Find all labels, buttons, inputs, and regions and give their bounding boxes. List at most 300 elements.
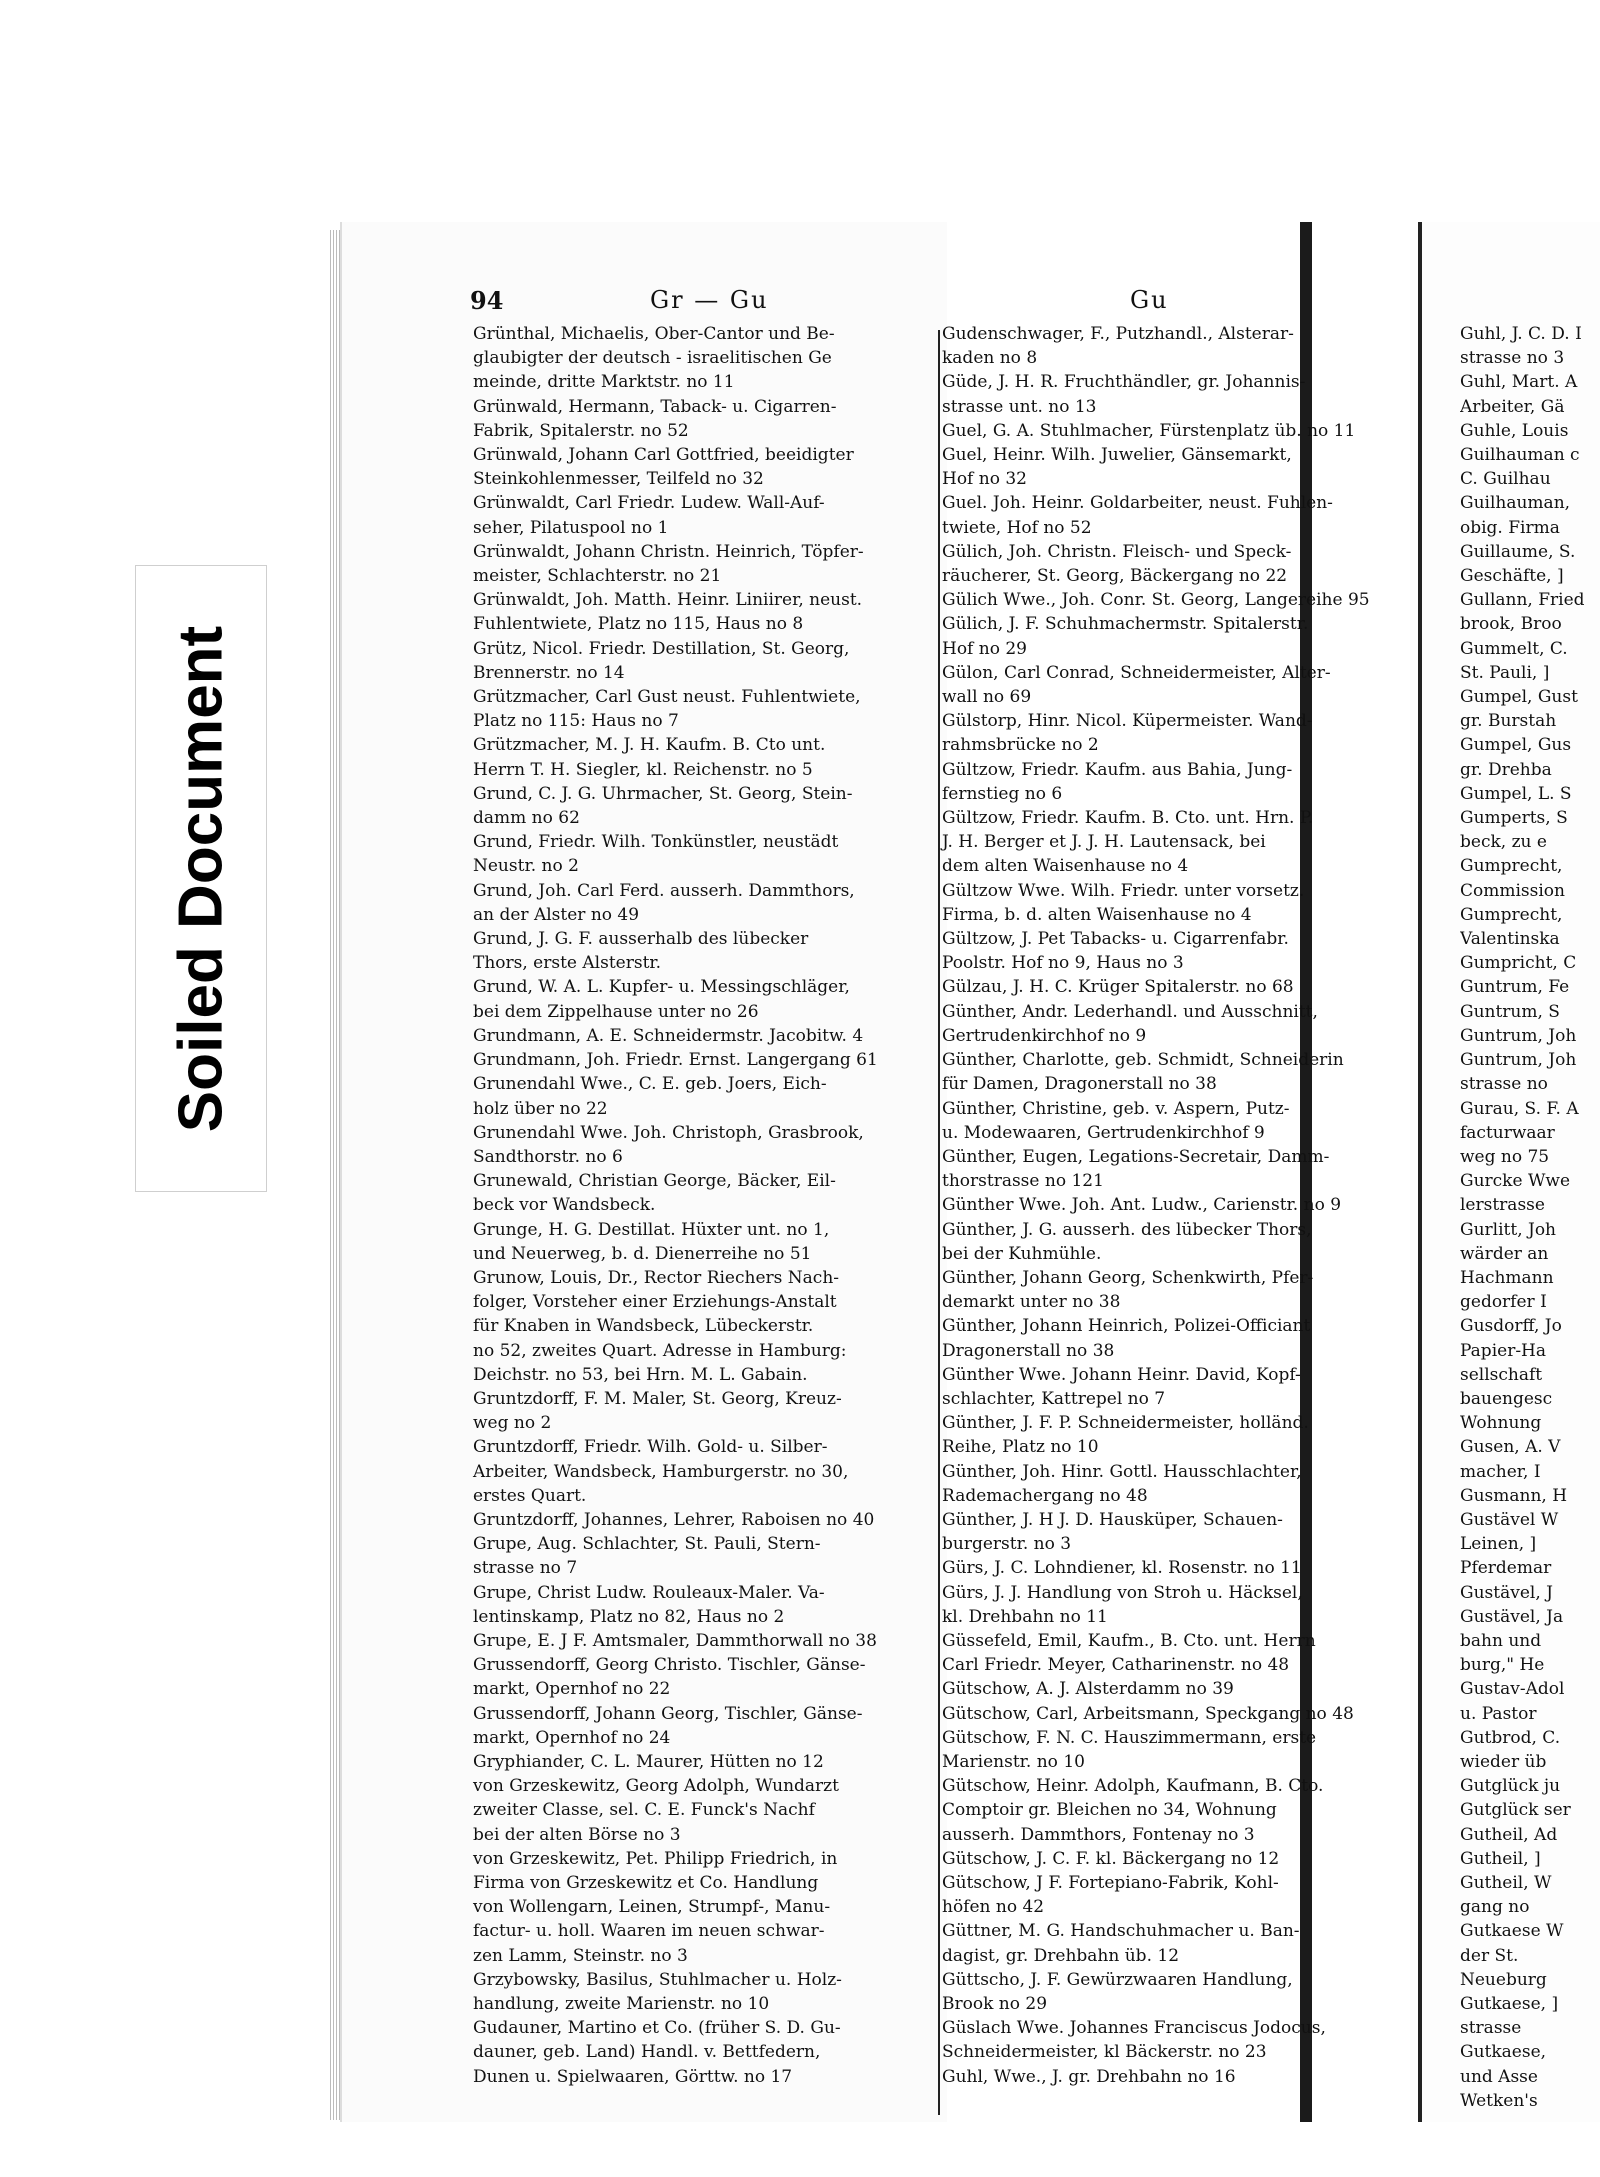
entry-line: Gutheil, W — [1460, 1873, 1552, 1893]
entry-line: wall no 69 — [942, 687, 1032, 708]
entry-line: Günther, Andr. Lederhandl. und Ausschnitt, — [942, 1001, 1318, 1022]
entry-line: von Wollengarn, Leinen, Strumpf-, Manu- — [473, 1897, 831, 1918]
directory-entry — [1460, 1097, 1600, 1170]
directory-entry — [942, 322, 1382, 370]
entry-line: Grützmacher, Carl Gust neust. Fuhlentwiete, — [473, 687, 861, 708]
entry-line: Gusmann, H — [1460, 1485, 1568, 1506]
directory-entry — [473, 1581, 933, 1629]
entry-line: Hof no 32 — [942, 469, 1027, 490]
directory-entry — [1460, 1798, 1600, 1822]
directory-entry — [1460, 540, 1600, 588]
header-right-title: Gu — [1130, 286, 1169, 314]
entry-line: Grund, C. J. G. Uhrmacher, St. Georg, Stein- — [473, 783, 853, 804]
entry-line: Deichstr. no 53, bei Hrn. M. L. Gabain. — [473, 1364, 808, 1385]
entry-line: damm no 62 — [473, 808, 580, 829]
directory-entry — [473, 1629, 933, 1653]
entry-line: thorstrasse no 121 — [942, 1171, 1104, 1192]
entry-line: Gutkaese W — [1460, 1921, 1564, 1942]
entry-line: Gullann, Fried — [1460, 590, 1585, 611]
entry-line: Reihe, Platz no 10 — [942, 1437, 1099, 1458]
entry-line: Guillaume, S. — [1460, 541, 1576, 562]
entry-line: u. Pastor — [1460, 1703, 1537, 1724]
directory-entry — [1460, 637, 1600, 685]
entry-line: Gummelt, C. — [1460, 638, 1568, 659]
directory-entry — [1460, 1484, 1600, 1508]
entry-line: Brennerstr. no 14 — [473, 662, 625, 683]
entry-line: Grünthal, Michaelis, Ober-Cantor und Be- — [473, 324, 835, 344]
entry-line: Gurau, S. F. A — [1460, 1098, 1579, 1119]
entry-line: strasse no 7 — [473, 1558, 578, 1579]
directory-entry — [1460, 419, 1600, 443]
entry-line: Guhl, Wwe., J. gr. Drehbahn no 16 — [942, 2066, 1236, 2087]
entry-line: gr. Drehba — [1460, 759, 1552, 780]
entry-line: und Neuerweg, b. d. Dienerreihe no 51 — [473, 1243, 812, 1264]
entry-line: Gülzau, J. H. C. Krüger Spitalerstr. no 68 — [942, 977, 1294, 998]
directory-entry — [942, 588, 1382, 612]
entry-line: Grützmacher, M. J. H. Kaufm. B. Cto unt. — [473, 735, 826, 756]
entry-line: dem alten Waisenhause no 4 — [942, 856, 1189, 877]
directory-entry — [942, 1411, 1382, 1459]
entry-line: Günther, Johann Heinrich, Polizei-Officiant — [942, 1316, 1311, 1337]
entry-line: weg no 75 — [1460, 1146, 1550, 1167]
entry-line: obig. Firma — [1460, 517, 1560, 538]
entry-line: Gumpricht, C — [1460, 953, 1577, 974]
entry-line: Gülich, Joh. Christn. Fleisch- und Speck- — [942, 541, 1292, 562]
directory-entry — [1460, 1726, 1600, 1774]
entry-line: Arbeiter, Gä — [1460, 396, 1565, 417]
entry-line: Guhle, Louis — [1460, 420, 1569, 441]
entry-line: Gültzow, Friedr. Kaufm. aus Bahia, Jung- — [942, 759, 1293, 780]
entry-line: Grünwald, Johann Carl Gottfried, beeidigter — [473, 445, 854, 466]
directory-entry — [942, 1919, 1382, 1967]
directory-entry — [942, 1218, 1382, 1266]
entry-line: strasse no — [1460, 1074, 1548, 1095]
entry-line: Guilhauman, — [1460, 493, 1571, 514]
entry-line: Leinen, ] — [1460, 1534, 1537, 1555]
directory-entry — [473, 322, 933, 395]
entry-line: strasse no 3 — [1460, 348, 1565, 369]
entry-line: Gustävel W — [1460, 1509, 1559, 1530]
entry-line: ausserh. Dammthors, Fontenay no 3 — [942, 1824, 1255, 1845]
entry-line: bei dem Zippelhause unter no 26 — [473, 1001, 759, 1022]
directory-entry — [1460, 854, 1600, 902]
directory-entry — [942, 1726, 1382, 1774]
entry-line: burg," He — [1460, 1655, 1545, 1676]
entry-line: J. H. Berger et J. J. H. Lautensack, bei — [942, 832, 1266, 853]
directory-entry — [942, 661, 1382, 709]
entry-line: markt, Opernhof no 22 — [473, 1679, 671, 1700]
directory-entry — [942, 1314, 1382, 1362]
directory-entry — [942, 1145, 1382, 1193]
entry-line: kl. Drehbahn no 11 — [942, 1606, 1108, 1627]
directory-entry — [473, 1702, 933, 1750]
entry-line: Guel. Joh. Heinr. Goldarbeiter, neust. Fuhlen- — [942, 493, 1333, 514]
entry-line: Gürs, J. J. Handlung von Stroh u. Häcksel, — [942, 1582, 1303, 1603]
directory-entry — [1460, 1048, 1600, 1096]
entry-line: räucherer, St. Georg, Bäckergang no 22 — [942, 566, 1288, 587]
entry-line: Grundmann, Joh. Friedr. Ernst. Langergang 61 — [473, 1050, 878, 1071]
entry-line: Gutkaese, ] — [1460, 1994, 1559, 2015]
entry-line: facturwaar — [1460, 1122, 1555, 1143]
entry-line: seher, Pilatuspool no 1 — [473, 517, 669, 538]
directory-entry — [942, 1363, 1382, 1411]
directory-entry — [473, 1968, 933, 2016]
entry-line: Comptoir gr. Bleichen no 34, Wohnung — [942, 1800, 1277, 1821]
entry-line: brook, Broo — [1460, 614, 1562, 635]
entry-line: Guntrum, Joh — [1460, 1025, 1577, 1046]
directory-entry — [473, 927, 933, 975]
entry-line: Sandthorstr. no 6 — [473, 1146, 623, 1167]
directory-entry — [942, 1193, 1382, 1217]
entry-line: Güssefeld, Emil, Kaufm., B. Cto. unt. Herrn — [942, 1630, 1316, 1651]
entry-line: Firma, b. d. alten Waisenhause no 4 — [942, 904, 1252, 925]
directory-entry — [942, 927, 1382, 975]
directory-entry — [1460, 1919, 1600, 1992]
entry-line: Gürs, J. C. Lohndiener, kl. Rosenstr. no 11 — [942, 1558, 1302, 1579]
entry-line: beck, zu e — [1460, 832, 1547, 853]
entry-line: Fabrik, Spitalerstr. no 52 — [473, 420, 689, 441]
header-left-title: Gr — Gu — [650, 286, 769, 314]
entry-line: Wohnung — [1460, 1413, 1542, 1434]
entry-line: dagist, gr. Drehbahn üb. 12 — [942, 1945, 1180, 1966]
entry-line: holz über no 22 — [473, 1098, 608, 1119]
directory-entry — [1460, 951, 1600, 975]
entry-line: Gruntzdorff, F. M. Maler, St. Georg, Kreuz- — [473, 1388, 842, 1409]
directory-entry — [942, 419, 1382, 443]
entry-line: rahmsbrücke no 2 — [942, 735, 1099, 756]
entry-line: handlung, zweite Marienstr. no 10 — [473, 1994, 770, 2015]
directory-entry — [473, 443, 933, 491]
entry-line: Gütschow, J F. Fortepiano-Fabrik, Kohl- — [942, 1873, 1279, 1893]
entry-line: Gustav-Adol — [1460, 1679, 1565, 1700]
entry-line: zen Lamm, Steinstr. no 3 — [473, 1945, 688, 1966]
entry-line: Grunendahl Wwe. Joh. Christoph, Grasbrook, — [473, 1122, 864, 1143]
entry-line: höfen no 42 — [942, 1897, 1045, 1918]
entry-line: demarkt unter no 38 — [942, 1292, 1121, 1313]
entry-line: Grundmann, A. E. Schneidermstr. Jacobitw. 4 — [473, 1025, 864, 1046]
directory-entry — [942, 879, 1382, 927]
entry-line: Günther Wwe. Joh. Ant. Ludw., Carienstr. no 9 — [942, 1195, 1342, 1216]
entry-line: Guntrum, Fe — [1460, 977, 1570, 998]
entry-line: Günther, Johann Georg, Schenkwirth, Pfer- — [942, 1267, 1314, 1288]
entry-line: Günther, Charlotte, geb. Schmidt, Schneiderin — [942, 1050, 1344, 1071]
directory-entry — [942, 1847, 1382, 1871]
soiled-document-label — [135, 565, 267, 1192]
entry-line: Gurlitt, Joh — [1460, 1219, 1556, 1240]
entry-line: lerstrasse — [1460, 1195, 1545, 1216]
directory-entry — [473, 1387, 933, 1435]
directory-entry — [473, 395, 933, 443]
entry-line: factur- u. holl. Waaren im neuen schwar- — [473, 1921, 825, 1942]
directory-entry — [473, 1169, 933, 1217]
entry-line: bahn und — [1460, 1630, 1542, 1651]
entry-line: Gülich, J. F. Schuhmachermstr. Spitalerstr. — [942, 614, 1309, 635]
directory-entry — [942, 1581, 1382, 1629]
directory-entry — [1460, 322, 1600, 370]
entry-line: Rademachergang no 48 — [942, 1485, 1148, 1506]
entry-line: Grussendorff, Johann Georg, Tischler, Gänse- — [473, 1703, 863, 1724]
directory-entry — [1460, 1435, 1600, 1483]
directory-entry — [473, 975, 933, 1023]
entry-line: Papier-Ha — [1460, 1340, 1547, 1361]
entry-line: Firma von Grzeskewitz et Co. Handlung — [473, 1873, 819, 1893]
entry-line: Günther Wwe. Johann Heinr. David, Kopf- — [942, 1364, 1301, 1385]
entry-line: bei der alten Börse no 3 — [473, 1824, 681, 1845]
entry-line: wieder üb — [1460, 1751, 1547, 1772]
directory-entry — [1460, 1581, 1600, 1605]
entry-line: zweiter Classe, sel. C. E. Funck's Nachf — [473, 1800, 815, 1821]
entry-line: Schneidermeister, kl Bäckerstr. no 23 — [942, 2042, 1267, 2063]
entry-line: Gütschow, F. N. C. Hauszimmermann, erste — [942, 1727, 1317, 1748]
directory-entry — [1460, 1605, 1600, 1678]
entry-line: Gutkaese, — [1460, 2042, 1547, 2063]
entry-line: Günther, J. G. ausserh. des lübecker Thors, — [942, 1219, 1312, 1240]
entry-line: strasse — [1460, 2018, 1522, 2039]
entry-line: bauengesc — [1460, 1388, 1553, 1409]
entry-line: twiete, Hof no 52 — [942, 517, 1092, 538]
entry-line: Gütschow, Carl, Arbeitsmann, Speckgang no 48 — [942, 1703, 1354, 1724]
entry-line: Grünwaldt, Carl Friedr. Ludew. Wall-Auf- — [473, 493, 825, 514]
entry-line: Steinkohlenmesser, Teilfeld no 32 — [473, 469, 764, 490]
directory-entry — [1460, 733, 1600, 781]
entry-line: Güttscho, J. F. Gewürzwaaren Handlung, — [942, 1969, 1293, 1990]
directory-entry — [473, 733, 933, 781]
entry-line: Gültzow Wwe. Wilh. Friedr. unter vorsetz. — [942, 880, 1305, 901]
entry-line: Gütschow, J. C. F. kl. Bäckergang no 12 — [942, 1848, 1280, 1869]
directory-entry — [473, 1750, 933, 1774]
entry-line: Gumprecht, — [1460, 904, 1563, 925]
directory-entry — [942, 1460, 1382, 1508]
entry-line: bei der Kuhmühle. — [942, 1243, 1102, 1264]
entry-line: Gruntzdorff, Johannes, Lehrer, Raboisen no 40 — [473, 1509, 875, 1530]
directory-entry — [942, 1968, 1382, 2016]
entry-line: beck vor Wandsbeck. — [473, 1195, 656, 1216]
entry-line: Gumpel, Gust — [1460, 687, 1578, 708]
entry-line: St. Pauli, ] — [1460, 662, 1550, 683]
entry-line: Grünwaldt, Johann Christn. Heinrich, Töpfer- — [473, 541, 864, 562]
entry-line: Grupe, E. J F. Amtsmaler, Dammthorwall no 38 — [473, 1630, 877, 1651]
directory-entry — [1460, 491, 1600, 539]
entry-line: burgerstr. no 3 — [942, 1534, 1072, 1555]
directory-entry — [942, 612, 1382, 660]
entry-line: Gryphiander, C. L. Maurer, Hütten no 12 — [473, 1751, 824, 1772]
entry-line: gang no — [1460, 1897, 1530, 1918]
directory-entry — [473, 491, 933, 539]
entry-line: Gustävel, Ja — [1460, 1606, 1564, 1627]
entry-line: für Knaben in Wandsbeck, Lübeckerstr. — [473, 1316, 814, 1337]
entry-line: Günther, Joh. Hinr. Gottl. Hausschlachter, — [942, 1461, 1302, 1482]
entry-line: Gutbrod, C. — [1460, 1727, 1561, 1748]
entry-line: Gütschow, A. J. Alsterdamm no 39 — [942, 1679, 1234, 1700]
directory-entry — [1460, 1024, 1600, 1048]
directory-entry — [942, 975, 1382, 999]
entry-line: Grund, J. G. F. ausserhalb des lübecker — [473, 929, 809, 950]
directory-entry — [473, 1508, 933, 1532]
directory-entry — [942, 1677, 1382, 1701]
entry-line: Dragonerstall no 38 — [942, 1340, 1115, 1361]
entry-line: Gumperts, S — [1460, 808, 1568, 829]
entry-line: erstes Quart. — [473, 1485, 587, 1506]
entry-line: Gruntzdorff, Friedr. Wilh. Gold- u. Silber- — [473, 1437, 828, 1458]
directory-entry — [1460, 2040, 1600, 2113]
entry-line: Brook no 29 — [942, 1994, 1048, 2015]
entry-line: Gumpel, L. S — [1460, 783, 1572, 804]
directory-entry — [1460, 1677, 1600, 1725]
entry-line: Grunewald, Christian George, Bäcker, Eil- — [473, 1171, 836, 1192]
entry-line: lentinskamp, Platz no 82, Haus no 2 — [473, 1606, 785, 1627]
entry-line: von Grzeskewitz, Georg Adolph, Wundarzt — [473, 1776, 839, 1797]
entry-line: Guilhauman c — [1460, 445, 1580, 466]
entry-line: Grund, Joh. Carl Ferd. ausserh. Dammthors, — [473, 880, 855, 901]
entry-line: Gültzow, J. Pet Tabacks- u. Cigarrenfabr. — [942, 929, 1289, 950]
directory-column-left — [473, 322, 933, 2089]
entry-line: meinde, dritte Marktstr. no 11 — [473, 372, 735, 393]
directory-entry — [1460, 685, 1600, 733]
entry-line: Grund, W. A. L. Kupfer- u. Messingschläger, — [473, 977, 850, 998]
directory-entry — [473, 588, 933, 636]
entry-line: Güde, J. H. R. Fruchthändler, gr. Johannis- — [942, 372, 1306, 393]
entry-line: Gusdorff, Jo — [1460, 1316, 1562, 1337]
entry-line: gedorfer I — [1460, 1292, 1547, 1313]
entry-line: Thors, erste Alsterstr. — [473, 953, 662, 974]
directory-entry — [942, 2065, 1382, 2089]
directory-entry — [473, 1653, 933, 1701]
directory-entry — [1460, 975, 1600, 1023]
entry-line: folger, Vorsteher einer Erziehungs-Anstalt — [473, 1292, 837, 1313]
entry-line: wärder an — [1460, 1243, 1549, 1264]
entry-line: Guhl, J. C. D. I — [1460, 324, 1582, 344]
entry-line: Pferdemar — [1460, 1558, 1552, 1579]
entry-line: Hachmann — [1460, 1267, 1554, 1288]
entry-line: Günther, J. H J. D. Hausküper, Schauen- — [942, 1509, 1283, 1530]
entry-line: an der Alster no 49 — [473, 904, 640, 925]
directory-entry — [942, 709, 1382, 757]
page-header — [470, 286, 1600, 320]
entry-line: schlachter, Kattrepel no 7 — [942, 1388, 1166, 1409]
entry-line: Grünwaldt, Joh. Matth. Heinr. Liniirer, neust. — [473, 590, 863, 611]
entry-line: Gertrudenkirchhof no 9 — [942, 1025, 1147, 1046]
entry-line: Gumprecht, — [1460, 856, 1563, 877]
entry-line: strasse unt. no 13 — [942, 396, 1097, 417]
entry-line: Grupe, Aug. Schlachter, St. Pauli, Stern- — [473, 1534, 821, 1555]
entry-line: Gutglück ser — [1460, 1800, 1571, 1821]
entry-line: Gütschow, Heinr. Adolph, Kaufmann, B. Cto. — [942, 1776, 1324, 1797]
entry-line: Gutheil, ] — [1460, 1848, 1541, 1869]
directory-entry — [942, 1048, 1382, 1096]
entry-line: dauner, geb. Land) Handl. v. Bettfedern, — [473, 2042, 821, 2063]
directory-entry — [473, 1072, 933, 1120]
entry-line: macher, I — [1460, 1461, 1541, 1482]
entry-line: fernstieg no 6 — [942, 783, 1063, 804]
entry-line: Dunen u. Spielwaaren, Görttw. no 17 — [473, 2066, 793, 2087]
directory-entry — [942, 1871, 1382, 1919]
entry-line: Gudenschwager, F., Putzhandl., Alsterar- — [942, 324, 1294, 344]
entry-line: der St. — [1460, 1945, 1519, 1966]
entry-line: Gudauner, Martino et Co. (früher S. D. Gu- — [473, 2018, 841, 2039]
entry-line: Poolstr. Hof no 9, Haus no 3 — [942, 953, 1184, 974]
directory-entry — [942, 370, 1382, 418]
entry-line: Gülon, Carl Conrad, Schneidermeister, Alter- — [942, 662, 1331, 683]
entry-line: meister, Schlachterstr. no 21 — [473, 566, 722, 587]
entry-line: markt, Opernhof no 24 — [473, 1727, 671, 1748]
directory-column-middle — [942, 322, 1382, 2089]
directory-entry — [473, 1048, 933, 1072]
directory-entry — [942, 491, 1382, 539]
directory-entry — [942, 1266, 1382, 1314]
entry-line: Grunendahl Wwe., C. E. geb. Joers, Eich- — [473, 1074, 827, 1095]
entry-line: Commission — [1460, 880, 1565, 901]
soiled-document-text: Soiled Document — [166, 625, 236, 1132]
entry-line: Guel, Heinr. Wilh. Juwelier, Gänsemarkt, — [942, 445, 1292, 466]
directory-entry — [473, 830, 933, 878]
entry-line: Geschäfte, ] — [1460, 566, 1564, 587]
entry-line: und Asse — [1460, 2066, 1538, 2087]
entry-line: Güttner, M. G. Handschuhmacher u. Ban- — [942, 1921, 1300, 1942]
entry-line: Herrn T. H. Siegler, kl. Reichenstr. no 5 — [473, 759, 813, 780]
entry-line: Gurcke Wwe — [1460, 1171, 1571, 1192]
directory-entry — [473, 1847, 933, 1968]
entry-line: Platz no 115: Haus no 7 — [473, 711, 679, 732]
entry-line: Grussendorff, Georg Christo. Tischler, Gänse- — [473, 1655, 866, 1676]
entry-line: kaden no 8 — [942, 348, 1038, 369]
entry-line: Hof no 29 — [942, 638, 1027, 659]
directory-entry — [1460, 443, 1600, 491]
entry-line: Fuhlentwiete, Platz no 115, Haus no 8 — [473, 614, 804, 635]
directory-entry — [473, 2016, 933, 2089]
directory-entry — [942, 1702, 1382, 1726]
entry-line: u. Modewaaren, Gertrudenkirchhof 9 — [942, 1122, 1265, 1143]
directory-entry — [1460, 588, 1600, 636]
entry-line: weg no 2 — [473, 1413, 552, 1434]
entry-line: Gültzow, Friedr. Kaufm. B. Cto. unt. Hrn. P. — [942, 808, 1314, 829]
entry-line: Günther, Christine, geb. v. Aspern, Putz- — [942, 1098, 1290, 1119]
entry-line: Carl Friedr. Meyer, Catharinenstr. no 48 — [942, 1655, 1290, 1676]
entry-line: gr. Burstah — [1460, 711, 1557, 732]
entry-line: für Damen, Dragonerstall no 38 — [942, 1074, 1217, 1095]
entry-line: Gutglück ju — [1460, 1776, 1561, 1797]
entry-line: Guhl, Mart. A — [1460, 372, 1578, 393]
entry-line: Gusen, A. V — [1460, 1437, 1561, 1458]
entry-line: no 52, zweites Quart. Adresse in Hamburg: — [473, 1340, 847, 1361]
directory-entry — [942, 443, 1382, 491]
entry-line: Günther, J. F. P. Schneidermeister, holländ. — [942, 1413, 1309, 1434]
entry-line: Grütz, Nicol. Friedr. Destillation, St. Georg, — [473, 638, 850, 659]
directory-entry — [473, 685, 933, 733]
entry-line: Valentinska — [1460, 929, 1560, 950]
directory-entry — [473, 879, 933, 927]
entry-line: Gutheil, Ad — [1460, 1824, 1558, 1845]
directory-column-right — [1460, 322, 1600, 2113]
directory-entry — [473, 1774, 933, 1847]
directory-entry — [942, 1097, 1382, 1145]
entry-line: Arbeiter, Wandsbeck, Hamburgerstr. no 30, — [473, 1461, 849, 1482]
directory-entry — [1460, 1169, 1600, 1217]
entry-line: Grund, Friedr. Wilh. Tonkünstler, neustädt — [473, 832, 839, 853]
entry-line: Guel, G. A. Stuhlmacher, Fürstenplatz üb. no 11 — [942, 420, 1356, 441]
directory-entry — [942, 1629, 1382, 1677]
directory-entry — [942, 758, 1382, 806]
entry-line: Gumpel, Gus — [1460, 735, 1572, 756]
directory-entry — [473, 782, 933, 830]
directory-entry — [1460, 1314, 1600, 1435]
entry-line: Grunow, Louis, Dr., Rector Riechers Nach- — [473, 1267, 840, 1288]
directory-entry — [473, 1121, 933, 1169]
directory-entry — [942, 1000, 1382, 1048]
directory-entry — [1460, 1871, 1600, 1919]
entry-line: Güslach Wwe. Johannes Franciscus Jodocus, — [942, 2018, 1326, 2039]
directory-entry — [1460, 1992, 1600, 2040]
entry-line: Grzybowsky, Basilus, Stuhlmacher u. Holz- — [473, 1969, 842, 1990]
